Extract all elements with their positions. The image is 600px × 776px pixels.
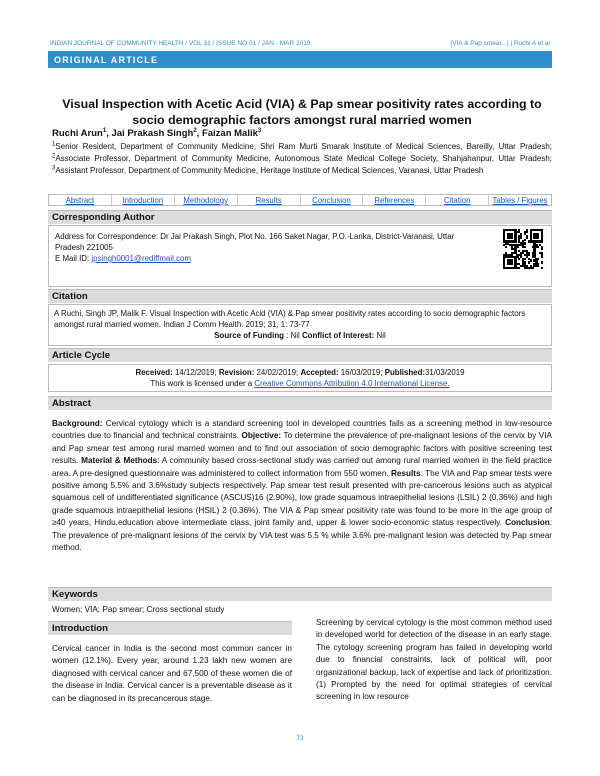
introduction-heading: Introduction [48,621,292,635]
nav-references[interactable]: References [363,195,426,205]
qr-module [541,248,543,250]
qr-module [526,237,528,239]
section-label: ORIGINAL ARTICLE [48,51,552,68]
qr-module [541,256,543,258]
article-cycle-box [48,364,552,392]
email-link[interactable]: jpsingh0001@rediffmail.com [91,254,191,263]
article-cycle-heading: Article Cycle [48,348,552,362]
keywords-heading: Keywords [48,587,552,601]
qr-module [537,246,539,248]
qr-module [526,231,528,233]
page-number: 73 [296,735,304,742]
qr-module [505,246,507,248]
author-name: Jai Prakash Singh [111,128,194,139]
correspondence-address: Address for Correspondence: Dr Jai Prakash Singh, Plot No. 166 Saket Nagar, P.O.-Lanka, District-Varanasi, Uttar Pradesh 221005 [55,232,455,252]
running-title: [VIA & Pap smear...] | Ruchi A et al [450,40,550,47]
qr-module [524,258,526,260]
corresponding-heading: Corresponding Author [48,210,552,224]
section-nav [48,194,552,206]
abstract-heading: Abstract [48,396,552,410]
qr-module [511,263,513,265]
qr-module [541,240,543,242]
nav-results[interactable]: Results [238,195,301,205]
qr-module [518,267,520,269]
journal-header [50,40,550,50]
article-dates: Received: 14/12/2019; Revision: 24/02/2019; Accepted: 16/03/2019; Published:31/03/2019 [135,368,465,377]
qr-code-icon[interactable] [503,229,543,269]
author-name: Faizan Malik [201,128,258,139]
affiliation: Assistant Professor, Department of Community Medicine, Heritage Institute of Medical Sciences, Varanasi, Uttar Pradesh [55,166,484,175]
author-name: Ruchi Arun [52,128,103,139]
qr-module [511,237,513,239]
qr-module [528,261,530,263]
qr-module [537,237,539,239]
author-sup: 1 [102,127,107,134]
qr-module [524,246,526,248]
qr-module [520,237,522,239]
citation-box: A Ruchi, Singh JP, Malik F. Visual Inspection with Acetic Acid (VIA) & Pap smear positivity rates according to socio demographic factors amongst rural married women. Indian J Comm Health. 2019; 31, 1: 73-77 Source of Funding : Nil Conflict of Interest: Nil [48,304,552,346]
author-list: Ruchi Arun$^1$, Jai Prakash Singh$^2$, Faizan Malik$^3$ [52,127,262,139]
qr-module [532,267,534,269]
qr-module [537,258,539,260]
journal-line: INDIAN JOURNAL OF COMMUNITY HEALTH / VOL 31 / ISSUE NO 01 / JAN - MAR 2019 [50,40,311,47]
nav-introduction[interactable]: Introduction [112,195,175,205]
qr-module [514,240,516,242]
affiliations: $^1$Senior Resident, Department of Community Medicine, Shri Ram Murti Smarak Institute of Medical Sciences, Bareilly, Uttar Pradesh; $^2$Associate Professor, Department of Community Medicine, Autonomous State Medical College Society, Shahjahanpur, Uttar Pradesh; $^3$Assistant Professor, Department of Community Medicine, Heritage Institute of Medical Sciences, Varanasi, Uttar Pradesh [52,141,552,175]
author-sup: 3 [257,127,262,134]
keywords-text: Women; VIA; Pap smear; Cross sectional study [52,605,225,614]
qr-module [518,258,520,260]
citation-text: A Ruchi, Singh JP, Malik F. Visual Inspection with Acetic Acid (VIA) & Pap smear positivity rates according to socio demographic factors amongst rural married women. Indian J Comm Health. 2019; 31, 1: 73-77 [54,309,526,329]
affiliation: Senior Resident, Department of Community Medicine, Shri Ram Murti Smarak Institute of Medical Sciences, Bareilly, Uttar Pradesh; [55,142,552,151]
article-title: Visual Inspection with Acetic Acid (VIA) & Pap smear positivity rates according to socio demographic factors amongst rural married women [62,97,542,127]
citation-heading: Citation [48,289,552,303]
nav-abstract[interactable]: Abstract [49,195,112,205]
introduction-right-column: Screening by cervical cytology is the most common method used in developed world for detection of the disease in an early stage. The cytology screening program has failed in developing world due to financial constraints, lack of political will, poor organizational backup, lack of expertise and lack of prioritization.(1) Prompted by the need for optimal strategies of cervical screening in low resource [316,618,552,702]
nav-conclusion[interactable]: Conclusion [301,195,364,205]
qr-module [516,246,518,248]
abstract-body: Background: Cervical cytology which is a standard screening tool in developed countries fails as a screening method in low-resource countries due to financial and technical constraints. Objective: To determine the prevalence of pre-malignant lesions of the cervix by VIA and Pap smear test among rural married women and to find out association of socio demographic factors with positive screening test results. Material & Methods: A community based cross-sectional study was carried out among rural married women in the field practice area. A pre-designed questionnaire was administered to collect information from 550 women. Results: The VIA and Pap smear tests were positive among 5.5% and 3.6%study subjects respectively. Pap smear test result presented with pre-cancerous lesions such as atypical squamous cell of undifferentiated significance (ASCUS)16 (2.90%), low grade squamous intraepithelial lesions (LSIL) 2 (0.36%) and high grade squamous intraepithelial lesions (HSIL) 2 (0.36%). The VIA & Pap smear positivity rate was found to be more in the age group of ≥40 years, Hindu,education above intermediate class, joint family and, upper & lower socio-economic status respectively. Conclusion: The prevalence of pre-malignant lesions of the cervix by VIA test was 5.5 % while 3.6% pre-malignant lesion was detected by Pap smear method. [52,419,553,553]
nav-citation[interactable]: Citation [426,195,489,205]
qr-module [530,259,532,261]
qr-module [528,254,530,256]
author-sup: 2 [193,127,197,134]
nav-methodology[interactable]: Methodology [175,195,238,205]
qr-module [537,265,539,267]
license-line: This work is licensed under a Creative Commons Attribution 4.0 International License. [150,379,450,388]
introduction-left-column: Cervical cancer in India is the second most common cancer in women (12.1%). Every year, around 1.23 lakh new women are diagnosed with cervical cancer and 67,500 of these women die of the disease in India. Cervical cancer is a preventable disease as it can be diagnosed in its precancerous stage. [52,644,292,703]
qr-module [541,261,543,263]
qr-module [524,239,526,241]
nav-tables-figures[interactable]: Tables / Figures [492,196,548,205]
qr-module [541,267,543,269]
corresponding-box [48,225,552,287]
affiliation: Associate Professor, Department of Community Medicine, Autonomous State Medical College Society, Shahjahanpur, Uttar Pradesh; [55,154,552,163]
email-label: E Mail ID: [55,254,92,263]
license-link[interactable]: Creative Commons Attribution 4.0 International License. [254,379,450,388]
qr-module [524,242,526,244]
